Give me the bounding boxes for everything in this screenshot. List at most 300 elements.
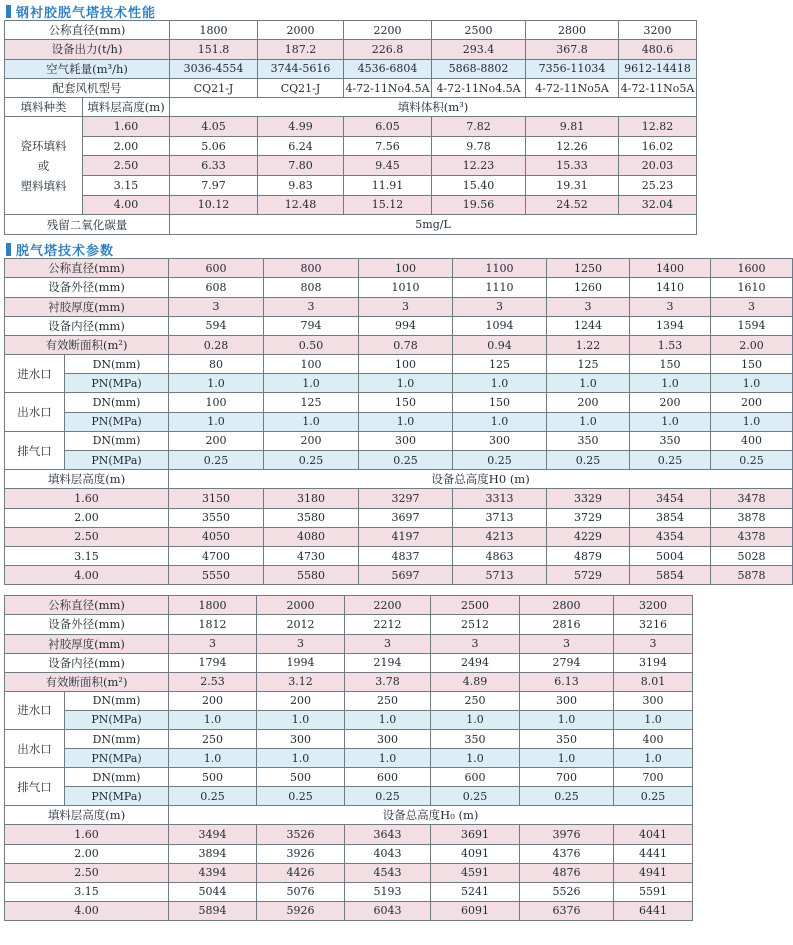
table-cell: 3.78 [345, 672, 431, 691]
dn-label: DN(mm) [65, 768, 169, 787]
residual-value: 5mg/L [170, 215, 697, 235]
table-cell: 4354 [630, 527, 711, 546]
table-cell: 6091 [431, 901, 520, 920]
pn-label: PN(MPa) [65, 749, 169, 768]
table-cell: 1.0 [169, 374, 264, 393]
height-cell: 3.15 [83, 175, 170, 195]
table-cell: 3926 [257, 844, 345, 863]
table-cell: 367.8 [526, 40, 619, 59]
filler-type-line: 或 [37, 158, 50, 173]
row-label: 空气耗量(m³/h) [5, 59, 170, 78]
table-cell: 200 [630, 393, 711, 412]
filler-type-cell [5, 117, 83, 215]
table-cell: 150 [359, 393, 453, 412]
dn-label: DN(mm) [65, 393, 169, 412]
table-cell: 1110 [453, 278, 547, 297]
table-cell: 2494 [431, 653, 520, 672]
table-cell: 6.24 [258, 136, 344, 156]
table-row [5, 470, 793, 489]
table-row [5, 634, 693, 653]
table-cell: 7.97 [170, 175, 258, 195]
header-cell: 设备总高度H0 (m) [169, 470, 793, 489]
port-name: 进水口 [5, 691, 65, 729]
table-cell: 4091 [431, 844, 520, 863]
table-cell: 3643 [345, 825, 431, 844]
table-cell: 1.0 [711, 412, 793, 431]
table-cell: 3 [630, 297, 711, 316]
row-label: 设备内径(mm) [5, 653, 169, 672]
table-cell: 200 [264, 431, 359, 450]
table-row [5, 355, 793, 374]
table-row [5, 546, 793, 565]
table-cell: 1.0 [520, 710, 614, 729]
table-cell: 4-72-11No5A [619, 78, 697, 97]
row-label: 衬胶厚度(mm) [5, 634, 169, 653]
table-row [5, 710, 693, 729]
table-cell: 150 [453, 393, 547, 412]
table-cell: 8.01 [614, 672, 693, 691]
table-cell: 3 [359, 297, 453, 316]
table-row [5, 768, 693, 787]
table-row [5, 527, 793, 546]
height-cell: 1.60 [5, 489, 169, 508]
height-cell: 2.50 [5, 863, 169, 882]
table-cell: 1994 [257, 653, 345, 672]
table-cell: 3 [520, 634, 614, 653]
table-cell: 1594 [711, 316, 793, 335]
table-cell: 2212 [345, 615, 431, 634]
table-cell: 5713 [453, 566, 547, 585]
table-cell: 3194 [614, 653, 693, 672]
table-cell: 100 [264, 355, 359, 374]
table-row [5, 508, 793, 527]
table-cell: 12.26 [526, 136, 619, 156]
row-label: 残留二氧化碳量 [5, 215, 170, 235]
table-cell: 3713 [453, 508, 547, 527]
table-row [5, 825, 693, 844]
table-row [5, 316, 793, 335]
table-cell: 5591 [614, 882, 693, 901]
height-cell: 2.00 [5, 508, 169, 527]
table-cell: 3494 [169, 825, 257, 844]
height-cell: 1.60 [83, 117, 170, 137]
table-row [5, 431, 793, 450]
table-cell: 4229 [547, 527, 630, 546]
table-cell: 1.0 [453, 412, 547, 431]
section-title-text: 钢衬胶脱气塔技术性能 [16, 5, 157, 21]
table-cell: 608 [169, 278, 264, 297]
table-cell: 3297 [359, 489, 453, 508]
table-cell: 1.0 [257, 749, 345, 768]
table-cell: 0.25 [359, 451, 453, 470]
header-cell: 设备总高度H₀ (m) [169, 806, 693, 825]
table-cell: 350 [630, 431, 711, 450]
table-cell: 9.45 [344, 156, 432, 176]
height-cell: 4.00 [5, 566, 169, 585]
table-row [5, 844, 693, 863]
spacer [0, 585, 700, 595]
table-cell: 1812 [169, 615, 257, 634]
row-label: 公称直径(mm) [5, 259, 169, 278]
header-cell: 填料层高度(m) [83, 98, 170, 117]
table-cell: 6376 [520, 901, 614, 920]
dn-label: DN(mm) [65, 730, 169, 749]
page [0, 2, 766, 945]
table-cell: 7356-11034 [526, 59, 619, 78]
table-cell: 300 [359, 431, 453, 450]
table-row [5, 863, 693, 882]
table-cell: 1.0 [547, 374, 630, 393]
table-cell: 3 [169, 297, 264, 316]
table-cell: 5878 [711, 566, 793, 585]
table-row [5, 730, 693, 749]
table-cell: 3216 [614, 615, 693, 634]
table-cell: 300 [520, 691, 614, 710]
table-cell: 7.80 [258, 156, 344, 176]
table-cell: 1800 [169, 596, 257, 615]
table-cell: 9.78 [432, 136, 526, 156]
table-cell: 600 [169, 259, 264, 278]
port-name: 出水口 [5, 393, 65, 431]
table-cell: 4043 [345, 844, 431, 863]
table-cell: 5076 [257, 882, 345, 901]
table-cell: 1250 [547, 259, 630, 278]
table-cell: 500 [257, 768, 345, 787]
table-row [5, 489, 793, 508]
table-cell: 293.4 [432, 40, 526, 59]
table-cell: 400 [711, 431, 793, 450]
table-cell: 5526 [520, 882, 614, 901]
filler-type-line: 瓷环填料 [20, 138, 67, 153]
table-cell: 4.99 [258, 117, 344, 137]
table-cell: 20.03 [619, 156, 697, 176]
table-row [5, 787, 693, 806]
table-cell: 3526 [257, 825, 345, 844]
filler-type-line: 塑料填料 [20, 178, 67, 193]
table-cell: 12.82 [619, 117, 697, 137]
table-cell: 3.12 [257, 672, 345, 691]
table-cell: 1.0 [169, 412, 264, 431]
table-cell: 5926 [257, 901, 345, 920]
table-cell: 1394 [630, 316, 711, 335]
height-cell: 4.00 [83, 195, 170, 215]
table-cell: 5193 [345, 882, 431, 901]
table-cell: 4700 [169, 546, 264, 565]
table-cell: 3200 [619, 21, 697, 40]
table-row [5, 691, 693, 710]
table-cell: 2500 [431, 596, 520, 615]
table-cell: 1.0 [711, 374, 793, 393]
table-row [5, 259, 793, 278]
table-cell: 6043 [345, 901, 431, 920]
table-cell: 9.83 [258, 175, 344, 195]
table-cell: 0.25 [614, 787, 693, 806]
table-cell: 4536-6804 [344, 59, 432, 78]
table-cell: 9.81 [526, 117, 619, 137]
table-cell: 1.0 [630, 412, 711, 431]
table-cell: 200 [711, 393, 793, 412]
table-cell: 125 [264, 393, 359, 412]
table-row [5, 451, 793, 470]
table-cell: 0.50 [264, 335, 359, 354]
table-cell: 700 [614, 768, 693, 787]
table-cell: 200 [547, 393, 630, 412]
table-cell: 4041 [614, 825, 693, 844]
table-cell: 1600 [711, 259, 793, 278]
table-cell: 3 [547, 297, 630, 316]
table-cell: 1.22 [547, 335, 630, 354]
table-cell: 2.00 [711, 335, 793, 354]
row-label: 设备外径(mm) [5, 615, 169, 634]
table-cell: 6441 [614, 901, 693, 920]
table-cell: 0.25 [257, 787, 345, 806]
height-cell: 2.00 [5, 844, 169, 863]
table-cell: 3329 [547, 489, 630, 508]
table-cell: 4876 [520, 863, 614, 882]
table-cell: 10.12 [170, 195, 258, 215]
table-cell: 150 [630, 355, 711, 374]
table-cell: 80 [169, 355, 264, 374]
table-cell: 0.25 [345, 787, 431, 806]
table-cell: 994 [359, 316, 453, 335]
table-cell: 500 [169, 768, 257, 787]
port-name: 出水口 [5, 730, 65, 768]
table-cell: 1.0 [453, 374, 547, 393]
table-cell: 0.25 [547, 451, 630, 470]
height-cell: 1.60 [5, 825, 169, 844]
table-cell: 600 [345, 768, 431, 787]
table-cell: 9612-14418 [619, 59, 697, 78]
height-cell: 2.00 [83, 136, 170, 156]
row-label: 衬胶厚度(mm) [5, 297, 169, 316]
row-label: 有效断面积(m²) [5, 672, 169, 691]
table-row [5, 806, 693, 825]
table-cell: 7.82 [432, 117, 526, 137]
table-row [5, 374, 793, 393]
table-cell: 4-72-11No4.5A [344, 78, 432, 97]
table-row [5, 59, 697, 78]
title-bar-icon [6, 243, 11, 256]
table-cell: 4.89 [431, 672, 520, 691]
table-row [5, 596, 693, 615]
table-cell: 1.0 [520, 749, 614, 768]
table-cell: 125 [547, 355, 630, 374]
table-row [5, 156, 697, 176]
pn-label: PN(MPa) [65, 374, 169, 393]
table-cell: 300 [257, 730, 345, 749]
table-cell: 250 [169, 730, 257, 749]
table-cell: 1.0 [547, 412, 630, 431]
table-cell: 5044 [169, 882, 257, 901]
table-cell: 3 [453, 297, 547, 316]
table-cell: 125 [453, 355, 547, 374]
table-cell: 3313 [453, 489, 547, 508]
header-cell: 填料层高度(m) [5, 806, 169, 825]
table-cell: 4591 [431, 863, 520, 882]
table-row [5, 566, 793, 585]
table-cell: 5729 [547, 566, 630, 585]
table-cell: 3 [257, 634, 345, 653]
table-row [5, 393, 793, 412]
pn-label: PN(MPa) [65, 412, 169, 431]
table-row [5, 175, 697, 195]
table-row [5, 195, 697, 215]
table-cell: 4394 [169, 863, 257, 882]
row-label: 有效断面积(m²) [5, 335, 169, 354]
table-cell: 3180 [264, 489, 359, 508]
table-cell: 400 [614, 730, 693, 749]
table-cell: 250 [431, 691, 520, 710]
table-cell: 5241 [431, 882, 520, 901]
table-cell: 1410 [630, 278, 711, 297]
pn-label: PN(MPa) [65, 710, 169, 729]
table-cell: 200 [169, 431, 264, 450]
table-row [5, 749, 693, 768]
table-cell: 0.25 [520, 787, 614, 806]
table-cell: 300 [345, 730, 431, 749]
table-cell: 5697 [359, 566, 453, 585]
table-cell: 1.0 [345, 749, 431, 768]
table-row [5, 653, 693, 672]
table-row [5, 335, 793, 354]
table-cell: 32.04 [619, 195, 697, 215]
table-cell: 0.28 [169, 335, 264, 354]
table-cell: 3976 [520, 825, 614, 844]
table-cell: 350 [520, 730, 614, 749]
performance-table [4, 20, 697, 235]
table-row [5, 98, 697, 117]
table-cell: 1094 [453, 316, 547, 335]
table-cell: 3550 [169, 508, 264, 527]
port-name: 排气口 [5, 768, 65, 806]
table-cell: 794 [264, 316, 359, 335]
table-cell: 808 [264, 278, 359, 297]
table-cell: 1.0 [264, 374, 359, 393]
table-cell: 1.0 [359, 412, 453, 431]
row-label: 公称直径(mm) [5, 596, 169, 615]
table-cell: 3 [169, 634, 257, 653]
header-cell: 填料种类 [5, 98, 83, 117]
table-cell: 226.8 [344, 40, 432, 59]
table-cell: 100 [359, 355, 453, 374]
table-cell: 3036-4554 [170, 59, 258, 78]
table-cell: 150 [711, 355, 793, 374]
table-cell: 2512 [431, 615, 520, 634]
height-cell: 2.50 [5, 527, 169, 546]
table-cell: 2012 [257, 615, 345, 634]
table-cell: 3854 [630, 508, 711, 527]
table-cell: 1.0 [169, 749, 257, 768]
table-cell: 187.2 [258, 40, 344, 59]
table-cell: 1.0 [630, 374, 711, 393]
table-cell: 11.91 [344, 175, 432, 195]
table-cell: 1610 [711, 278, 793, 297]
section-title-text: 脱气塔技术参数 [16, 243, 115, 259]
table-cell: 1.0 [169, 710, 257, 729]
table-cell: 200 [169, 691, 257, 710]
table-cell: 5894 [169, 901, 257, 920]
table-cell: 3729 [547, 508, 630, 527]
table-cell: 1.0 [345, 710, 431, 729]
params-table-large [4, 595, 693, 921]
table-cell: 6.05 [344, 117, 432, 137]
table-cell: 4941 [614, 863, 693, 882]
table-cell: 5028 [711, 546, 793, 565]
table-cell: 1800 [170, 21, 258, 40]
table-cell: 0.78 [359, 335, 453, 354]
table-cell: 24.52 [526, 195, 619, 215]
table-cell: 0.25 [264, 451, 359, 470]
table-cell: 5580 [264, 566, 359, 585]
table-cell: 4426 [257, 863, 345, 882]
table-cell: 0.25 [169, 787, 257, 806]
table-cell: 5.06 [170, 136, 258, 156]
table-cell: 5550 [169, 566, 264, 585]
table-cell: 4-72-11No4.5A [432, 78, 526, 97]
row-label: 配套风机型号 [5, 78, 170, 97]
table-cell: 12.23 [432, 156, 526, 176]
table-cell: 15.40 [432, 175, 526, 195]
table-cell: 1.0 [614, 710, 693, 729]
table-cell: 4-72-11No5A [526, 78, 619, 97]
row-label: 设备内径(mm) [5, 316, 169, 335]
table-row [5, 882, 693, 901]
table-cell: 4376 [520, 844, 614, 863]
table-cell: 1.0 [359, 374, 453, 393]
table-cell: 2816 [520, 615, 614, 634]
table-cell: 0.25 [431, 787, 520, 806]
table-cell: 16.02 [619, 136, 697, 156]
row-label: 公称直径(mm) [5, 21, 170, 40]
table-cell: 4730 [264, 546, 359, 565]
table-row [5, 78, 697, 97]
row-label: 设备出力(t/h) [5, 40, 170, 59]
table-row [5, 615, 693, 634]
table-cell: 4863 [453, 546, 547, 565]
table-cell: 1010 [359, 278, 453, 297]
table-cell: 3691 [431, 825, 520, 844]
header-cell: 填料体积(m³) [170, 98, 697, 117]
table-cell: 2200 [345, 596, 431, 615]
table-cell: 4441 [614, 844, 693, 863]
table-cell: 4837 [359, 546, 453, 565]
table-cell: 5004 [630, 546, 711, 565]
table-cell: 7.56 [344, 136, 432, 156]
table-cell: 6.13 [520, 672, 614, 691]
table-cell: 1794 [169, 653, 257, 672]
pn-label: PN(MPa) [65, 787, 169, 806]
table-cell: 0.25 [453, 451, 547, 470]
table-cell: 0.25 [630, 451, 711, 470]
dn-label: DN(mm) [65, 355, 169, 374]
section-title-performance [6, 2, 700, 20]
table-row [5, 21, 697, 40]
table-cell: 2794 [520, 653, 614, 672]
height-cell: 3.15 [5, 546, 169, 565]
table-cell: CQ21-J [258, 78, 344, 97]
table-cell: 2200 [344, 21, 432, 40]
row-label: 设备外径(mm) [5, 278, 169, 297]
height-cell: 4.00 [5, 901, 169, 920]
table-cell: 1.53 [630, 335, 711, 354]
table-cell: 300 [614, 691, 693, 710]
table-cell: 1.0 [264, 412, 359, 431]
table-cell: 3894 [169, 844, 257, 863]
table-row [5, 901, 693, 920]
table-cell: 1.0 [614, 749, 693, 768]
table-cell: 2800 [520, 596, 614, 615]
table-cell: 350 [431, 730, 520, 749]
